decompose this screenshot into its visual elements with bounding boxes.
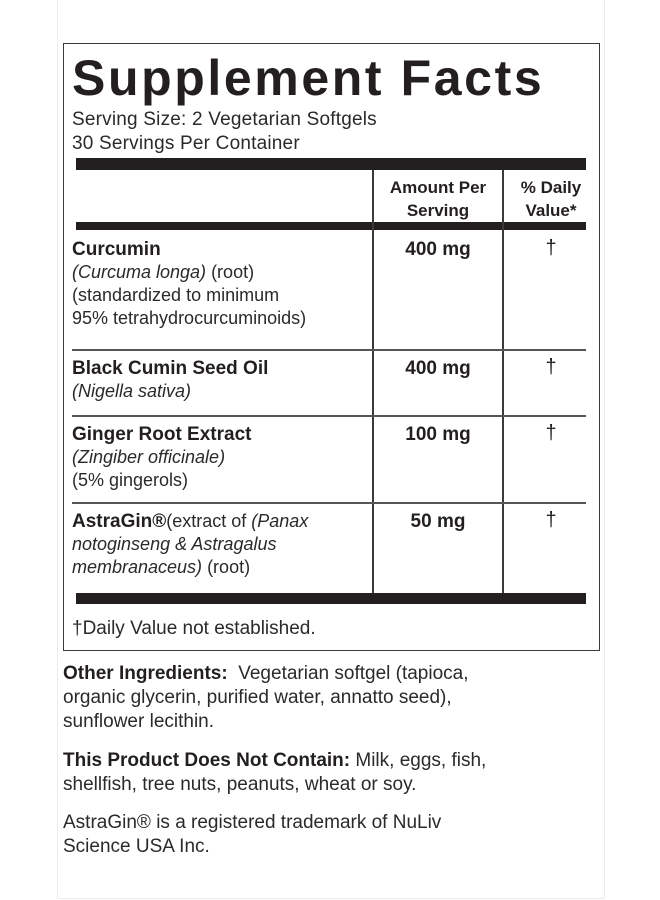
does-not-contain-label: This Product Does Not Contain: bbox=[63, 750, 351, 771]
header-daily-value bbox=[503, 176, 599, 222]
amount-value: 400 mg bbox=[405, 358, 471, 379]
other-ingredients bbox=[63, 662, 603, 734]
does-not-contain-text: shellfish, tree nuts, peanuts, wheat or soy. bbox=[63, 774, 417, 795]
latin-name: notoginseng & Astragalus bbox=[72, 534, 277, 554]
amount-value: 50 mg bbox=[410, 511, 466, 532]
ingredient-row-curcumin bbox=[72, 238, 306, 330]
serving-size: Serving Size: 2 Vegetarian Softgels bbox=[72, 109, 377, 130]
does-not-contain-text: Milk, eggs, fish, bbox=[350, 750, 487, 771]
footnote: †Daily Value not established. bbox=[72, 618, 316, 639]
latin-name: (Nigella sativa) bbox=[72, 381, 192, 401]
plant-part: (root) bbox=[202, 557, 251, 577]
plant-part: (root) bbox=[206, 262, 255, 282]
daily-value: † bbox=[545, 237, 557, 259]
ingredient-source bbox=[72, 261, 306, 284]
ingredient-detail: 95% tetrahydrocurcuminoids) bbox=[72, 308, 307, 328]
serving-info bbox=[72, 108, 377, 156]
header-amount-per-serving bbox=[374, 176, 502, 222]
thick-divider-top bbox=[76, 158, 586, 170]
ingredient-name: AstraGin® bbox=[72, 511, 167, 532]
row-divider bbox=[72, 502, 586, 504]
thick-divider-bottom bbox=[76, 593, 586, 604]
trademark-text: Science USA Inc. bbox=[63, 836, 210, 857]
ingredient-name: Curcumin bbox=[72, 239, 161, 260]
latin-name: membranaceus) bbox=[72, 557, 203, 577]
other-ingredients-label: Other Ingredients: bbox=[63, 663, 228, 684]
latin-name: (Zingiber officinale) bbox=[72, 447, 226, 467]
does-not-contain bbox=[63, 749, 603, 797]
amount-value: 100 mg bbox=[405, 424, 471, 445]
ingredient-row-ginger bbox=[72, 423, 251, 492]
row-divider bbox=[72, 349, 586, 351]
header-dv-line1: % Daily bbox=[520, 178, 582, 197]
header-dv-line2: Value* bbox=[525, 201, 577, 220]
other-ingredients-text: Vegetarian softgel (tapioca, bbox=[227, 663, 469, 684]
other-ingredients-text: sunflower lecithin. bbox=[63, 711, 215, 732]
trademark-notice bbox=[63, 811, 603, 859]
thick-divider-header bbox=[76, 222, 586, 230]
daily-value: † bbox=[545, 356, 557, 378]
ingredient-detail: (standardized to minimum bbox=[72, 285, 280, 305]
header-amount-line2: Serving bbox=[406, 201, 470, 220]
ingredient-row-black-cumin bbox=[72, 357, 268, 403]
header-amount-line1: Amount Per bbox=[389, 178, 487, 197]
ingredient-name: Ginger Root Extract bbox=[72, 424, 252, 445]
latin-name: (Panax bbox=[251, 511, 309, 531]
servings-per-container: 30 Servings Per Container bbox=[72, 133, 300, 154]
ingredient-row-astragin bbox=[72, 510, 308, 579]
daily-value: † bbox=[545, 422, 557, 444]
ingredient-detail: (5% gingerols) bbox=[72, 470, 189, 490]
daily-value: † bbox=[545, 509, 557, 531]
other-ingredients-text: organic glycerin, purified water, annatto seed), bbox=[63, 687, 452, 708]
ingredient-name: Black Cumin Seed Oil bbox=[72, 358, 269, 379]
panel-title: Supplement Facts bbox=[72, 50, 545, 106]
row-divider bbox=[72, 415, 586, 417]
latin-name: (Curcuma longa) bbox=[72, 262, 207, 282]
ingredient-prefix: (extract of bbox=[166, 511, 252, 531]
amount-value: 400 mg bbox=[405, 239, 471, 260]
trademark-text: AstraGin® is a registered trademark of NuLiv bbox=[63, 812, 442, 833]
